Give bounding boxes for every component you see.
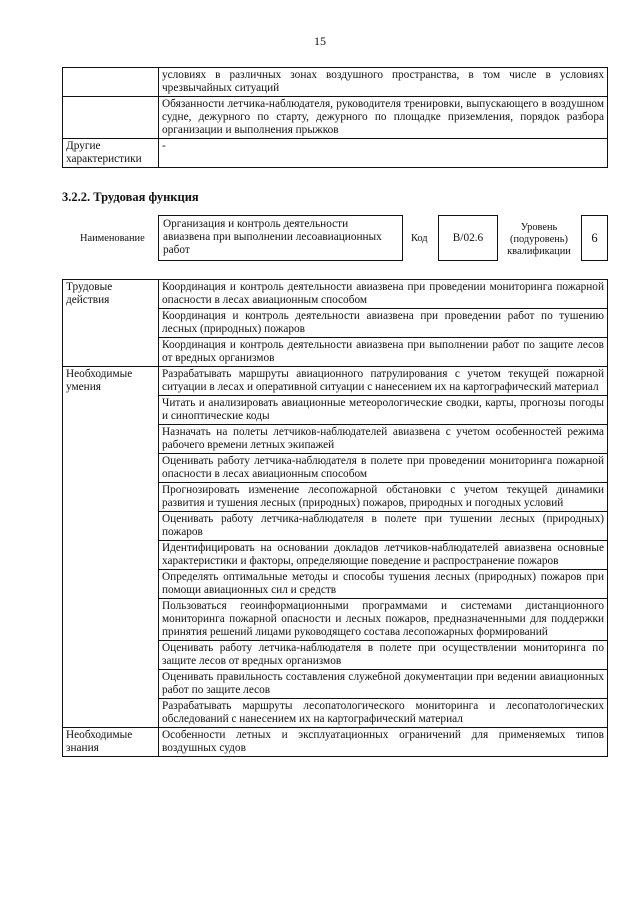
- table-row: [63, 367, 608, 396]
- row-text: Обязанности летчика-наблюдателя, руководителя тренировки, выпускающего в воздушном судне, дежурного по старту, дежурного по площадке приземления, порядок разбора организации и выполнения прыжков: [159, 97, 608, 139]
- section-title: 3.2.2. Трудовая функция: [62, 190, 199, 204]
- table-row: [63, 139, 608, 168]
- code-value: B/02.6: [438, 215, 498, 261]
- top-table: [62, 67, 608, 168]
- row-label: [63, 97, 159, 139]
- group-item: Назначать на полеты летчиков-наблюдателей авиазвена с учетом особенностей режима рабочего времени летных экипажей: [159, 425, 608, 454]
- name-label: Наименование: [80, 233, 145, 244]
- labor-function-table: [62, 279, 608, 757]
- group-item: Разрабатывать маршруты авиационного патрулирования с учетом текущей пожарной ситуации в лесах и оперативной ситуации с нанесением их на картографический материал: [159, 367, 608, 396]
- group-item: Оценивать работу летчика-наблюдателя в полете при проведении мониторинга пожарной опасности в лесах авиационным способом: [159, 454, 608, 483]
- level-value: 6: [581, 215, 608, 261]
- table-row: [63, 68, 608, 97]
- row-label: Другие характеристики: [63, 139, 159, 168]
- table-row: [63, 728, 608, 757]
- table-row: [63, 280, 608, 309]
- group-label: Трудовые действия: [63, 280, 159, 367]
- group-item: Пользоваться геоинформационными программами и системами дистанционного мониторинга пожарной опасности и лесных пожаров, предназначенными для поддержки принятия решений лицами руководящего состава лесопожарных формирований: [159, 599, 608, 641]
- group-item: Особенности летных и эксплуатационных ограничений для применяемых типов воздушных судов: [159, 728, 608, 757]
- group-item: Оценивать работу летчика-наблюдателя в полете при осуществлении мониторинга по защите лесов от вредных организмов: [159, 641, 608, 670]
- group-item: Оценивать правильность составления служебной документации при ведении авиационных работ по защите лесов: [159, 670, 608, 699]
- group-item: Прогнозировать изменение лесопожарной обстановки с учетом текущей динамики развития и тушения лесных (природных) пожаров, природных и погодных условий: [159, 483, 608, 512]
- row-text: условиях в различных зонах воздушного пространства, в том числе в условиях чрезвычайных ситуаций: [159, 68, 608, 97]
- group-item: Идентифицировать на основании докладов летчиков-наблюдателей авиазвена основные характеристики и факторы, определяющие поведение и распространение пожаров: [159, 541, 608, 570]
- page-number: 15: [314, 34, 326, 48]
- row-label: [63, 68, 159, 97]
- group-item: Оценивать работу летчика-наблюдателя в полете при тушении лесных (природных) пожаров: [159, 512, 608, 541]
- group-label: Необходимые умения: [63, 367, 159, 728]
- group-item: Координация и контроль деятельности авиазвена при проведении мониторинга пожарной опасности в лесах авиационным способом: [159, 280, 608, 309]
- table-row: [63, 97, 608, 139]
- group-item: Координация и контроль деятельности авиазвена при выполнении работ по защите лесов от вредных организмов: [159, 338, 608, 367]
- row-text: -: [159, 139, 608, 168]
- code-label: Код: [411, 233, 428, 244]
- group-item: Разрабатывать маршруты лесопатологического мониторинга и лесопатологических обследований с нанесением их на картографический материал: [159, 699, 608, 728]
- group-label: Необходимые знания: [63, 728, 159, 757]
- group-item: Координация и контроль деятельности авиазвена при проведении работ по тушению лесных (природных) пожаров: [159, 309, 608, 338]
- level-label: Уровень (подуровень) квалификации: [507, 222, 571, 257]
- group-item: Определять оптимальные методы и способы тушения лесных (природных) пожаров при помощи авиационных сил и средств: [159, 570, 608, 599]
- group-item: Читать и анализировать авиационные метеорологические сводки, карты, прогнозы погоды и синоптические коды: [159, 396, 608, 425]
- name-value: Организация и контроль деятельности авиазвена при выполнении лесоавиационных работ: [158, 215, 403, 261]
